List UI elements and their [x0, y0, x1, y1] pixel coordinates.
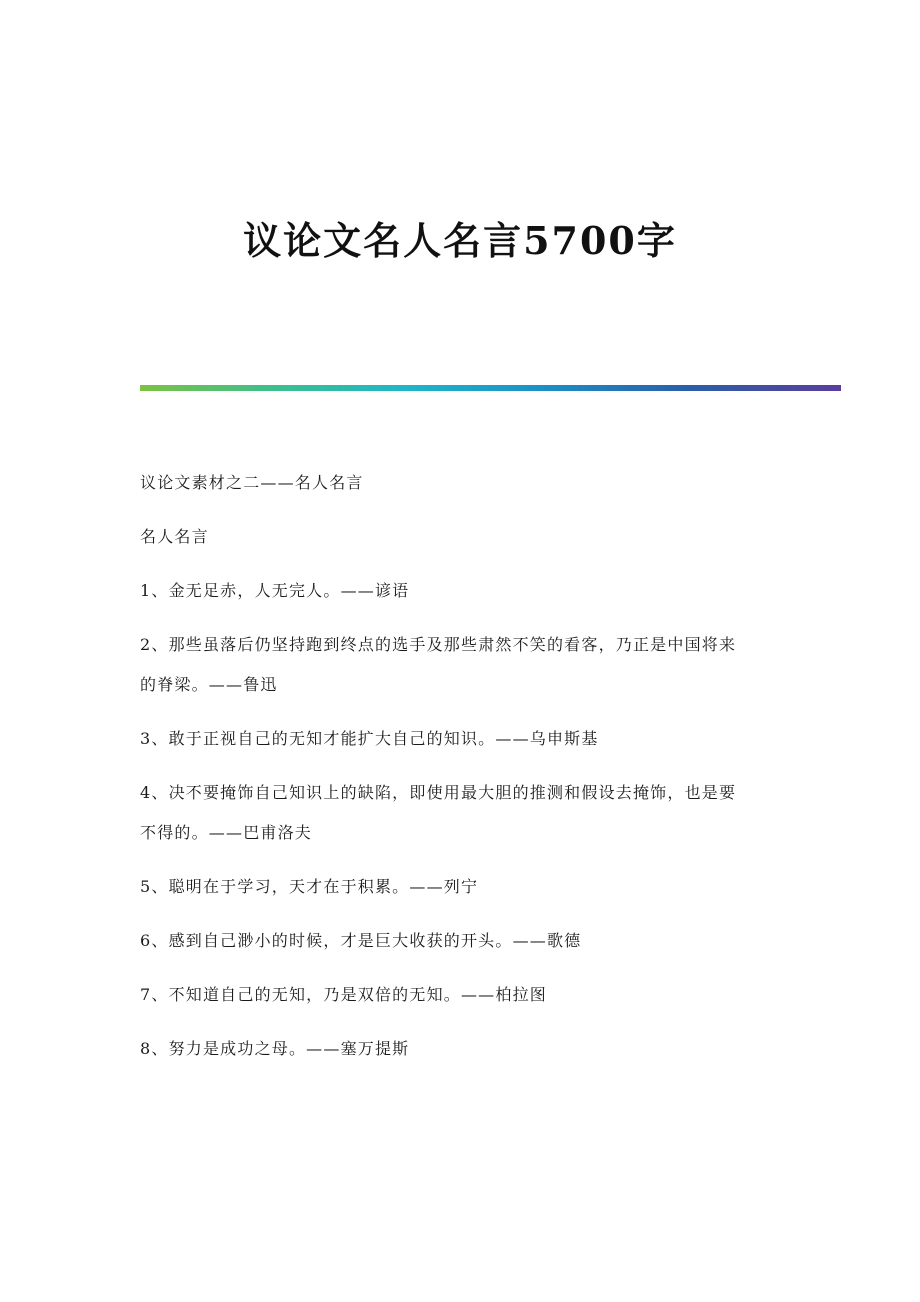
- quote-6-line-1: 6、感到自己渺小的时候，才是巨大收获的开头。——歌德: [140, 931, 582, 950]
- quote-1-line-1: 1、金无足赤，人无完人。——谚语: [140, 581, 410, 600]
- section-heading: 议论文素材之二——名人名言: [140, 473, 364, 492]
- quote-2-line-2: 的脊梁。——鲁迅: [140, 675, 278, 694]
- quote-7-line-1: 7、不知道自己的无知，乃是双倍的无知。——柏拉图: [140, 985, 547, 1004]
- quote-4-line-1: 4、决不要掩饰自己知识上的缺陷，即使用最大胆的推测和假设去掩饰，也是要: [140, 783, 737, 802]
- quote-2-line-1: 2、那些虽落后仍坚持跑到终点的选手及那些肃然不笑的看客，乃正是中国将来: [140, 635, 737, 654]
- page-title: 议论文名人名言5700字: [243, 218, 677, 263]
- subheading: 名人名言: [140, 527, 209, 546]
- quote-3-line-1: 3、敢于正视自己的无知才能扩大自己的知识。——乌申斯基: [140, 729, 599, 748]
- title-divider: [140, 385, 841, 391]
- quote-8-line-1: 8、努力是成功之母。——塞万提斯: [140, 1039, 410, 1058]
- quote-4-line-2: 不得的。——巴甫洛夫: [140, 823, 313, 842]
- quote-5-line-1: 5、聪明在于学习，天才在于积累。——列宁: [140, 877, 479, 896]
- document-body: [140, 468, 800, 1064]
